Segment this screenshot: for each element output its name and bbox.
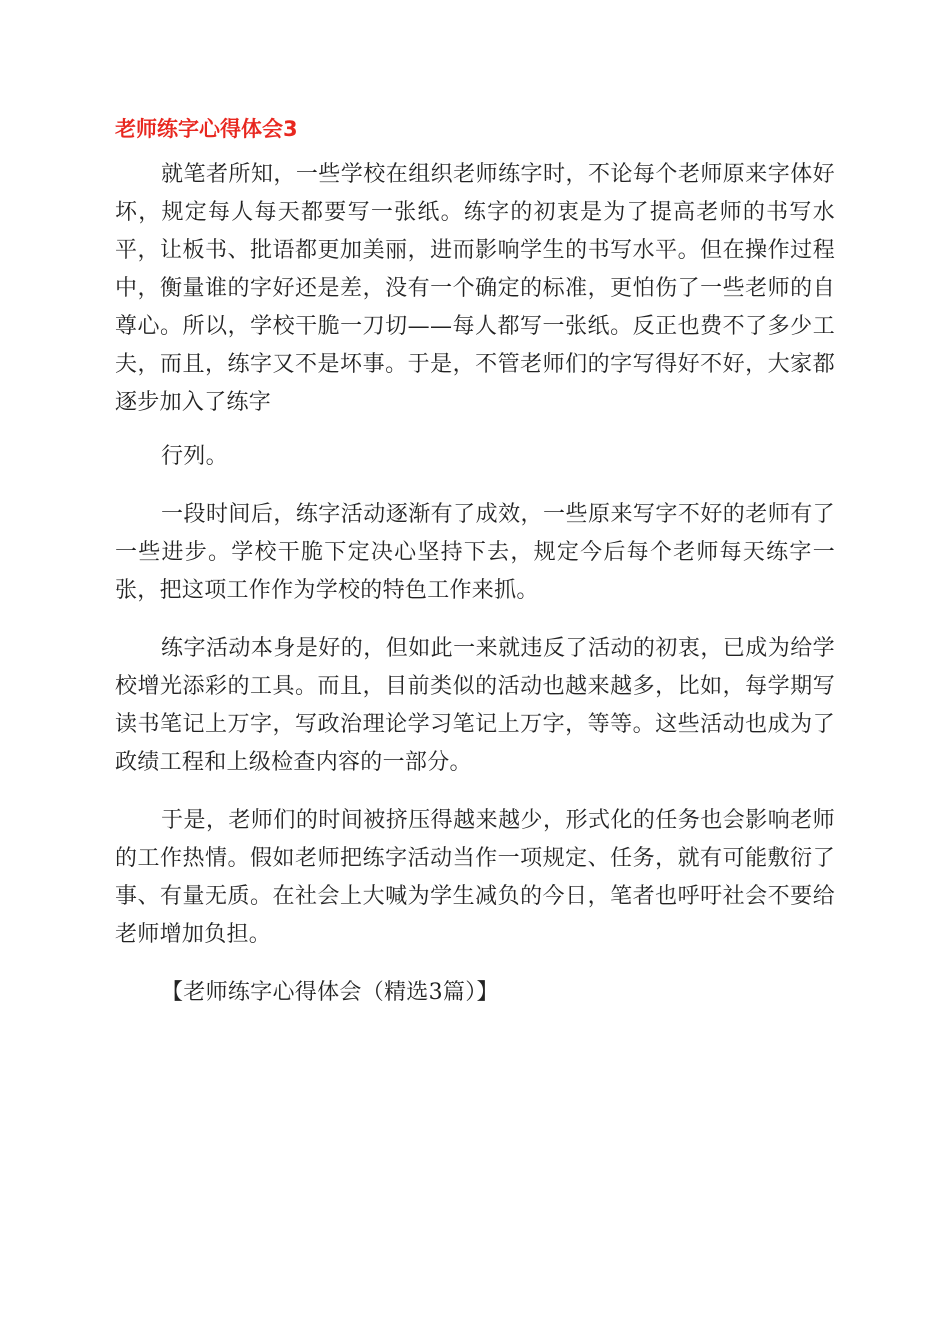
document-title: 老师练字心得体会3 — [115, 117, 298, 141]
paragraph-1: 就笔者所知，一些学校在组织老师练字时，不论每个老师原来字体好坏，规定每人每天都要写一张纸。练字的初衷是为了提高老师的书写水平，让板书、批语都更加美丽，进而影响学生的书写水平。但在操作过程中，衡量谁的字好还是差，没有一个确定的标准，更怕伤了一些老师的自尊心。所以，学校干脆一刀切——每人都写一张纸。反正也费不了多少工夫，而且，练字又不是坏事。于是，不管老师们的字写得好不好，大家都逐步加入了练字 — [115, 162, 835, 415]
paragraph-4: 练字活动本身是好的，但如此一来就违反了活动的初衷，已成为给学校增光添彩的工具。而且，目前类似的活动也越来越多，比如，每学期写读书笔记上万字，写政治理论学习笔记上万字，等等。这些活动也成为了政绩工程和上级检查内容的一部分。 — [115, 636, 835, 775]
paragraph-2: 行列。 — [161, 444, 228, 469]
paragraph-5: 于是，老师们的时间被挤压得越来越少，形式化的任务也会影响老师的工作热情。假如老师把练字活动当作一项规定、任务，就有可能敷衍了事、有量无质。在社会上大喊为学生减负的今日，笔者也呼吁社会不要给老师增加负担。 — [115, 808, 835, 947]
document-footer-title: 【老师练字心得体会（精选3篇）】 — [161, 980, 499, 1005]
paragraph-3: 一段时间后，练字活动逐渐有了成效，一些原来写字不好的老师有了一些进步。学校干脆下定决心坚持下去，规定今后每个老师每天练字一张，把这项工作作为学校的特色工作来抓。 — [115, 502, 835, 603]
document-body — [115, 112, 835, 1012]
